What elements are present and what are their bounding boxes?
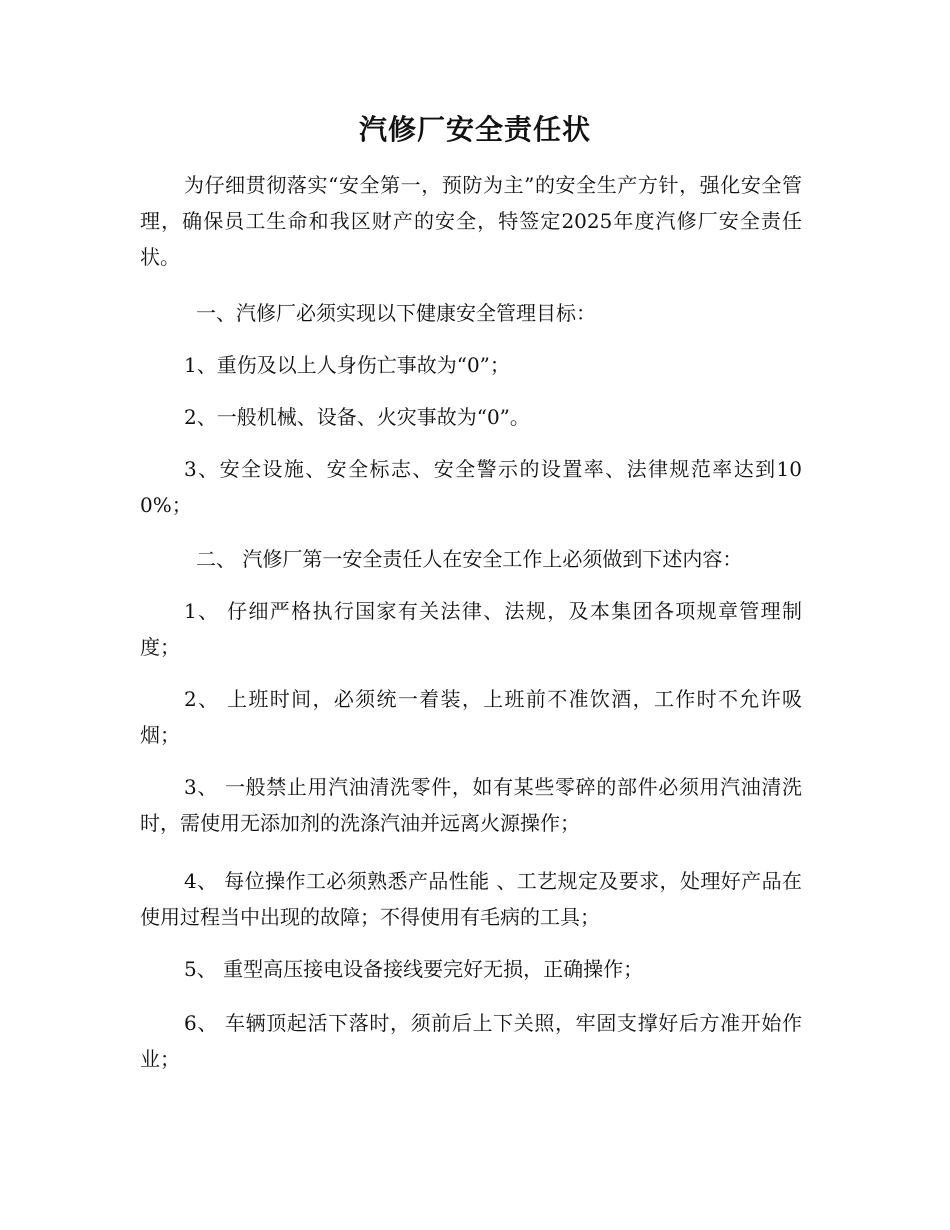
section2-item-5: 5、 重型高压接电设备接线要完好无损，正确操作； bbox=[184, 957, 644, 981]
section2-item-3: 3、 一般禁止用汽油清洗零件，如有某些零碎的部件必须用汽油清洗时，需使用无添加剂的洗涤汽油并远离火源操作； bbox=[140, 775, 802, 835]
section2-item-6: 6、 车辆顶起活下落时，须前后上下关照，牢固支撑好后方准开始作业； bbox=[140, 1011, 802, 1071]
section2-item-2: 2、 上班时间，必须统一着装，上班前不准饮酒，工作时不允许吸烟； bbox=[140, 687, 802, 747]
section2-item-4: 4、 每位操作工必须熟悉产品性能 、工艺规定及要求，处理好产品在使用过程当中出现的故障；不得使用有毛病的工具； bbox=[140, 869, 802, 929]
section1-item-1: 1、重伤及以上人身伤亡事故为“0”； bbox=[184, 353, 510, 377]
section2-item-1: 1、 仔细严格执行国家有关法律、法规，及本集团各项规章管理制度； bbox=[140, 599, 802, 659]
section1-item-3: 3、安全设施、安全标志、安全警示的设置率、法律规范率达到100%； bbox=[140, 457, 802, 517]
section2-heading: 二、 汽修厂第一安全责任人在安全工作上必须做到下述内容： bbox=[196, 547, 743, 571]
section1-heading: 一、汽修厂必须实现以下健康安全管理目标： bbox=[196, 301, 596, 325]
intro-paragraph: 为仔细贯彻落实“安全第一，预防为主”的安全生产方针，强化安全管理，确保员工生命和我区财产的安全，特签定2025年度汽修厂安全责任状。 bbox=[140, 173, 802, 269]
document-title: 汽修厂安全责任状 bbox=[358, 113, 591, 146]
section1-item-2: 2、一般机械、设备、火灾事故为“0”。 bbox=[184, 405, 530, 429]
